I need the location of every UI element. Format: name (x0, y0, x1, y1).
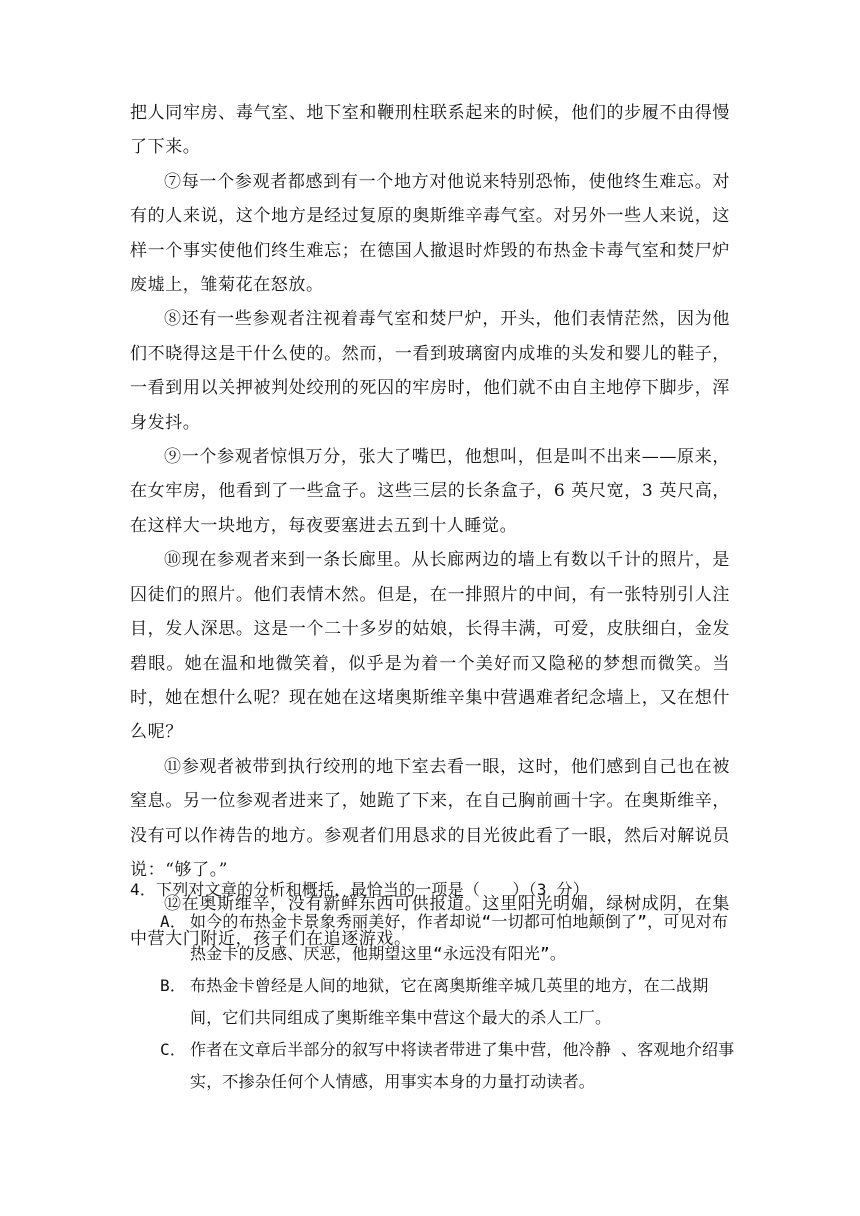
option-a-letter: A． (160, 912, 187, 931)
option-c-letter: C． (160, 1040, 187, 1059)
option-c-text: 作者在文章后半部分的叙写中将读者带进了集中营，他冷静 、客观地介绍事实，不掺杂任何个人情感，用事实本身的力量打动读者。 (190, 1040, 735, 1091)
option-a (130, 906, 740, 970)
passage-paragraph-10: ⑩现在参观者来到一条长廊里。从长廊两边的墙上有数以千计的照片，是囚徒们的照片。他们表情木然。但是，在一排照片的中间，有一张特别引人注目，发人深思。这是一个二十多岁的姑娘，长得丰满，可爱，皮肤细白，金发碧眼。她在温和地微笑着，似乎是为着一个美好而又隐秘的梦想而微笑。当时，她在想什么呢？现在她在这堵奥斯维辛集中营遇难者纪念墙上，又在想什么呢？ (130, 550, 730, 743)
passage-body (130, 96, 730, 956)
question-stem: 4．下列对文章的分析和概括，最恰当的一项是（ ）（3 分） (130, 880, 589, 899)
passage-paragraph-7: ⑦每一个参观者都感到有一个地方对他说来特别恐怖，使他终生难忘。对有的人来说，这个地方是经过复原的奥斯维辛毒气室。对另外一些人来说，这样一个事实使他们终生难忘；在德国人撤退时炸毁的布热金卡毒气室和焚尸炉废墟上，雏菊花在怒放。 (130, 171, 730, 296)
passage-paragraph-continued: 把人同牢房、毒气室、地下室和鞭刑柱联系起来的时候，他们的步履不由得慢了下来。 (130, 103, 730, 158)
option-a-text: 如今的布热金卡景象秀丽美好，作者却说“一切都可怕地颠倒了”，可见对布热金卡的反感、厌恶，他期望这里“永远没有阳光”。 (190, 912, 729, 963)
passage-paragraph-9: ⑨一个参观者惊惧万分，张大了嘴巴，他想叫，但是叫不出来——原来，在女牢房，他看到了一些盒子。这些三层的长条盒子，6 英尺宽，3 英尺高，在这样大一块地方，每夜要塞进去五到十人睡觉。 (130, 447, 730, 536)
passage-paragraph-12: ⑫在奥斯维辛，没有新鲜东西可供报道。这里阳光明媚，绿树成阴，在集中营大门附近，孩子们在追逐游戏。 (130, 894, 730, 949)
option-b-letter: B． (160, 976, 187, 995)
passage-paragraph-11: ⑪参观者被带到执行绞刑的地下室去看一眼，这时，他们感到自己也在被窒息。另一位参观者进来了，她跪了下来，在自己胸前画十字。在奥斯维辛，没有可以作祷告的地方。参观者们用恳求的目光彼此看了一眼，然后对解说员说：“够了。” (130, 756, 730, 880)
option-b (130, 970, 740, 1034)
passage-paragraph-8: ⑧还有一些参观者注视着毒气室和焚尸炉，开头，他们表情茫然，因为他们不晓得这是干什么使的。然而，一看到玻璃窗内成堆的头发和婴儿的鞋子，一看到用以关押被判处绞刑的死囚的牢房时，他们就不由自主地停下脚步，浑身发抖。 (130, 309, 730, 433)
option-c (130, 1034, 740, 1098)
question-4 (130, 874, 740, 1098)
option-b-text: 布热金卡曾经是人间的地狱，它在离奥斯维辛城几英里的地方，在二战期间，它们共同组成了奥斯维辛集中营这个最大的杀人工厂。 (190, 976, 709, 1027)
